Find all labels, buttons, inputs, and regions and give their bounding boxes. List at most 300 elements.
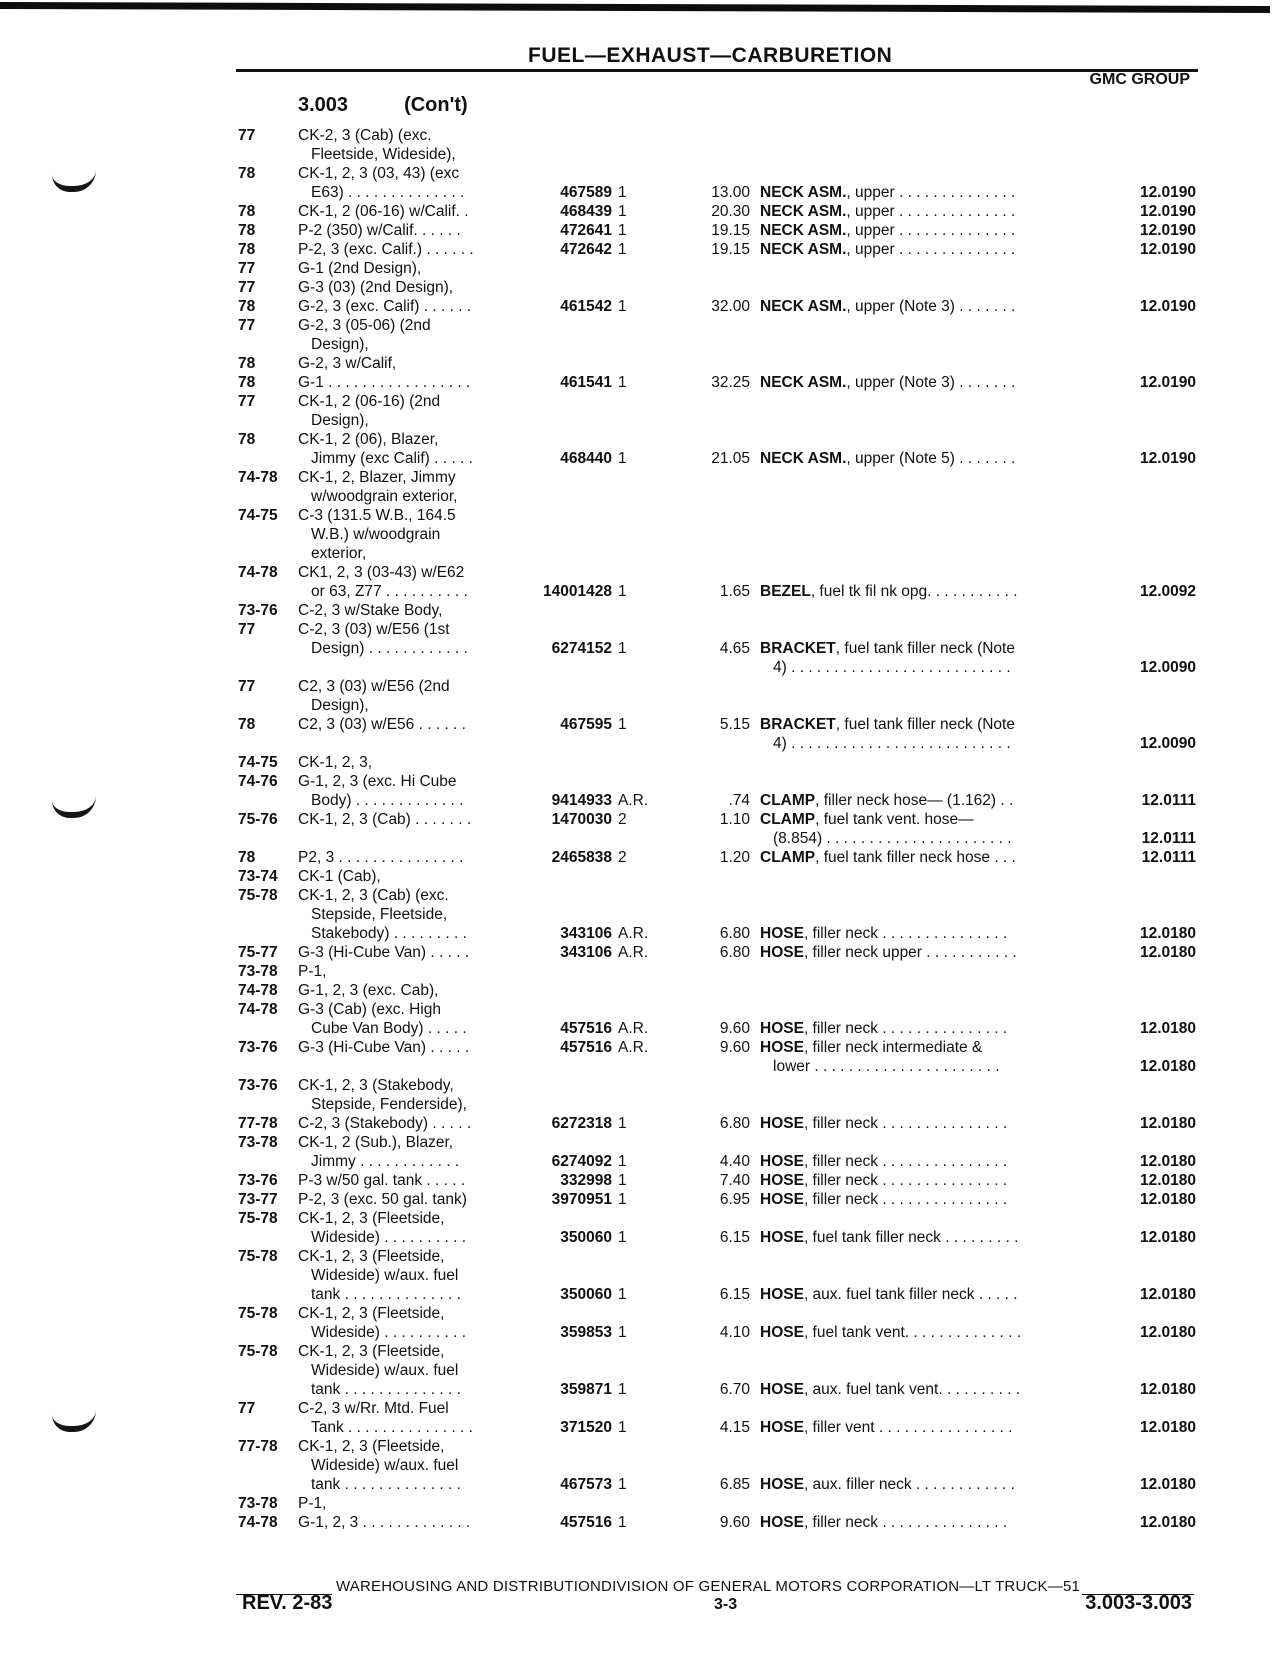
application: Fleetside, Wideside), <box>311 146 456 163</box>
price: 6.80 <box>719 1115 750 1132</box>
part-number: 467573 <box>560 1476 612 1493</box>
part-detail: , upper . . . . . . . . . . . . . . <box>846 241 1016 258</box>
part-number: 472641 <box>560 222 612 239</box>
part-description <box>760 715 1082 734</box>
part-name: CLAMP <box>760 849 816 866</box>
price: 1.65 <box>719 583 750 600</box>
table-row <box>0 240 1284 259</box>
model-year: 77 <box>238 393 256 410</box>
group-number: 12.0090 <box>1139 735 1196 752</box>
table-row <box>0 1399 1284 1418</box>
quantity: A.R. <box>618 1020 649 1037</box>
model-year: 74-78 <box>238 1514 278 1531</box>
model-year: 74-75 <box>238 754 278 771</box>
part-detail: , fuel tank filler neck . . . . . . . . . <box>803 1229 1019 1246</box>
application: G-1 . . . . . . . . . . . . . . . . . <box>298 374 471 391</box>
application: E63) . . . . . . . . . . . . . . <box>311 184 465 201</box>
part-detail: , filler neck . . . . . . . . . . . . . . . <box>803 1172 1008 1189</box>
application: CK-1, 2 (06-16) (2nd <box>298 393 441 410</box>
quantity: 1 <box>618 1229 627 1246</box>
group-number: 12.0180 <box>1139 1153 1196 1170</box>
model-year: 78 <box>238 716 256 733</box>
table-row <box>0 658 1284 677</box>
quantity: 2 <box>618 849 627 866</box>
part-description <box>760 449 1082 468</box>
model-year: 75-76 <box>238 811 278 828</box>
application: CK-1, 2, 3 (03, 43) (exc <box>298 165 460 182</box>
application: G-2, 3 w/Calif, <box>298 355 397 372</box>
model-year: 73-76 <box>238 1172 278 1189</box>
table-row <box>0 962 1284 981</box>
table-row <box>0 810 1284 829</box>
application: G-3 (03) (2nd Design), <box>298 279 454 296</box>
application: G-1, 2, 3 (exc. Hi Cube <box>298 773 457 790</box>
group-number: 12.0180 <box>1139 1381 1196 1398</box>
group-number: 12.0180 <box>1139 1058 1196 1075</box>
model-year: 78 <box>238 355 256 372</box>
part-name: NECK ASM. <box>760 450 847 467</box>
part-description <box>760 1380 1082 1399</box>
table-row <box>0 354 1284 373</box>
part-number: 472642 <box>560 241 612 258</box>
quantity: 1 <box>618 203 627 220</box>
application: Cube Van Body) . . . . . <box>311 1020 467 1037</box>
application: G-2, 3 (exc. Calif) . . . . . . <box>298 298 472 315</box>
price: 6.95 <box>719 1191 750 1208</box>
price: 6.80 <box>719 944 750 961</box>
group-number: 12.0190 <box>1139 241 1196 258</box>
quantity: 1 <box>618 298 627 315</box>
part-number: 350060 <box>560 1229 612 1246</box>
part-detail: , filler neck . . . . . . . . . . . . . . . <box>803 1514 1008 1531</box>
table-row <box>0 411 1284 430</box>
application: G-1, 2, 3 . . . . . . . . . . . . . <box>298 1514 471 1531</box>
price: 32.00 <box>711 298 750 315</box>
part-detail: , filler neck upper . . . . . . . . . . . <box>803 944 1017 961</box>
table-row <box>0 582 1284 601</box>
part-detail: 4) . . . . . . . . . . . . . . . . . . . . . . . . . . <box>773 659 1011 676</box>
part-description <box>760 297 1082 316</box>
part-name: BRACKET <box>760 716 836 733</box>
part-detail: , upper . . . . . . . . . . . . . . <box>846 222 1016 239</box>
table-row <box>0 715 1284 734</box>
part-name: HOSE <box>760 1039 804 1056</box>
table-row <box>0 1114 1284 1133</box>
model-year: 74-78 <box>238 469 278 486</box>
quantity: 1 <box>618 640 627 657</box>
model-year: 77 <box>238 127 256 144</box>
table-row <box>0 620 1284 639</box>
application: Design), <box>311 412 369 429</box>
application: Wideside) w/aux. fuel <box>311 1362 459 1379</box>
application: Design) . . . . . . . . . . . . <box>311 640 468 657</box>
application: CK-1, 2, 3 (Fleetside, <box>298 1438 445 1455</box>
table-row <box>0 601 1284 620</box>
part-description <box>760 639 1082 658</box>
revision-label: REV. 2-83 <box>242 1592 333 1614</box>
part-description <box>760 1190 1082 1209</box>
model-year: 77-78 <box>238 1438 278 1455</box>
application: CK-1, 2, 3 (Fleetside, <box>298 1305 445 1322</box>
part-detail: , aux. filler neck . . . . . . . . . . . . <box>803 1476 1015 1493</box>
application: w/woodgrain exterior, <box>311 488 458 505</box>
table-row <box>0 1456 1284 1475</box>
application: Wideside) w/aux. fuel <box>311 1457 459 1474</box>
part-number: 359871 <box>560 1381 612 1398</box>
price: 19.15 <box>711 222 750 239</box>
price: 5.15 <box>719 716 750 733</box>
part-name: HOSE <box>760 1286 804 1303</box>
part-number: 1470030 <box>551 811 612 828</box>
table-row <box>0 886 1284 905</box>
part-detail: , fuel tank vent. hose— <box>815 811 974 828</box>
table-row <box>0 943 1284 962</box>
part-detail: lower . . . . . . . . . . . . . . . . . . . . . . <box>773 1058 1000 1075</box>
application: Wideside) w/aux. fuel <box>311 1267 459 1284</box>
application: Jimmy . . . . . . . . . . . . <box>311 1153 460 1170</box>
table-row <box>0 468 1284 487</box>
table-row <box>0 1437 1284 1456</box>
application: Wideside) . . . . . . . . . . <box>311 1324 467 1341</box>
part-detail: , upper (Note 3) . . . . . . . <box>846 298 1016 315</box>
part-description <box>760 1038 1082 1057</box>
table-row <box>0 525 1284 544</box>
application: P-2 (350) w/Calif. . . . . . <box>298 222 461 239</box>
part-detail: , upper (Note 5) . . . . . . . <box>846 450 1016 467</box>
model-year: 77 <box>238 279 256 296</box>
part-name: HOSE <box>760 1153 804 1170</box>
model-year: 75-78 <box>238 1248 278 1265</box>
model-year: 77 <box>238 317 256 334</box>
group-number: 12.0180 <box>1139 944 1196 961</box>
price: 6.80 <box>719 925 750 942</box>
part-description <box>760 1152 1082 1171</box>
group-number: 12.0180 <box>1139 1476 1196 1493</box>
part-description <box>760 240 1082 259</box>
table-row <box>0 1171 1284 1190</box>
table-row <box>0 183 1284 202</box>
part-number: 350060 <box>560 1286 612 1303</box>
group-number: 12.0190 <box>1139 203 1196 220</box>
part-name: HOSE <box>760 1172 804 1189</box>
part-name: NECK ASM. <box>760 241 847 258</box>
application: Stepside, Fenderside), <box>311 1096 467 1113</box>
model-year: 78 <box>238 165 256 182</box>
price: 32.25 <box>711 374 750 391</box>
table-row <box>0 1000 1284 1019</box>
part-name: NECK ASM. <box>760 184 847 201</box>
table-row <box>0 791 1284 810</box>
table-row <box>0 1380 1284 1399</box>
quantity: 1 <box>618 1476 627 1493</box>
part-detail: , aux. fuel tank vent. . . . . . . . . . <box>803 1381 1021 1398</box>
quantity: 1 <box>618 1153 627 1170</box>
table-row <box>0 639 1284 658</box>
application: P-2, 3 (exc. Calif.) . . . . . . <box>298 241 474 258</box>
price: 6.15 <box>719 1286 750 1303</box>
table-row <box>0 1038 1284 1057</box>
table-row <box>0 1133 1284 1152</box>
model-year: 74-78 <box>238 564 278 581</box>
page-title: FUEL—EXHAUST—CARBURETION <box>528 44 893 67</box>
application: CK-1, 2 (06-16) w/Calif. . <box>298 203 469 220</box>
model-year: 73-78 <box>238 1495 278 1512</box>
price: 4.65 <box>719 640 750 657</box>
price: 9.60 <box>719 1039 750 1056</box>
table-row <box>0 734 1284 753</box>
part-name: HOSE <box>760 1419 804 1436</box>
application: C-2, 3 w/Rr. Mtd. Fuel <box>298 1400 449 1417</box>
application: exterior, <box>311 545 367 562</box>
model-year: 73-77 <box>238 1191 278 1208</box>
quantity: A.R. <box>618 792 649 809</box>
part-description <box>760 943 1082 962</box>
part-name: NECK ASM. <box>760 374 847 391</box>
part-name: HOSE <box>760 1381 804 1398</box>
application: CK-1 (Cab), <box>298 868 381 885</box>
top-scan-band <box>0 0 1284 14</box>
price: .74 <box>728 792 750 809</box>
table-row <box>0 544 1284 563</box>
model-year: 74-75 <box>238 507 278 524</box>
group-number: 12.0180 <box>1139 1324 1196 1341</box>
model-year: 73-78 <box>238 963 278 980</box>
application: C2, 3 (03) w/E56 (2nd <box>298 678 450 695</box>
part-name: NECK ASM. <box>760 222 847 239</box>
application: G-1 (2nd Design), <box>298 260 422 277</box>
part-number: 332998 <box>560 1172 612 1189</box>
quantity: A.R. <box>618 944 649 961</box>
part-detail: , upper . . . . . . . . . . . . . . <box>846 203 1016 220</box>
table-row <box>0 1152 1284 1171</box>
application: G-1, 2, 3 (exc. Cab), <box>298 982 439 999</box>
price: 20.30 <box>711 203 750 220</box>
part-description <box>773 658 1082 677</box>
application: tank . . . . . . . . . . . . . . <box>311 1286 461 1303</box>
part-detail: , fuel tank filler neck (Note <box>835 640 1015 657</box>
group-number: 12.0190 <box>1139 298 1196 315</box>
footer-text: WAREHOUSING AND DISTRIBUTIONDIVISION OF GENERAL MOTORS CORPORATION—LT TRUCK—51 <box>336 1578 1081 1595</box>
part-detail: , filler vent . . . . . . . . . . . . . . . . <box>803 1419 1013 1436</box>
part-name: HOSE <box>760 1514 804 1531</box>
model-year: 78 <box>238 298 256 315</box>
table-row <box>0 1285 1284 1304</box>
part-number: 461542 <box>560 298 612 315</box>
application: CK-1, 2 (06), Blazer, <box>298 431 439 448</box>
model-year: 78 <box>238 849 256 866</box>
table-row <box>0 259 1284 278</box>
table-row <box>0 1475 1284 1494</box>
model-year: 73-74 <box>238 868 278 885</box>
part-detail: , fuel tank vent. . . . . . . . . . . . . . <box>803 1324 1022 1341</box>
part-name: NECK ASM. <box>760 203 847 220</box>
part-name: CLAMP <box>760 792 816 809</box>
part-description <box>760 1513 1082 1532</box>
table-row <box>0 164 1284 183</box>
table-row <box>0 867 1284 886</box>
application: CK-1, 2, 3 (Cab) . . . . . . . <box>298 811 472 828</box>
part-detail: , filler neck intermediate & <box>803 1039 983 1056</box>
part-detail: , fuel tk fil nk opg. . . . . . . . . . . <box>810 583 1018 600</box>
table-row <box>0 145 1284 164</box>
part-name: HOSE <box>760 1229 804 1246</box>
part-number: 6274152 <box>551 640 612 657</box>
part-name: CLAMP <box>760 811 816 828</box>
price: 4.40 <box>719 1153 750 1170</box>
part-description <box>760 221 1082 240</box>
model-year: 75-78 <box>238 1343 278 1360</box>
model-year: 74-76 <box>238 773 278 790</box>
model-year: 77 <box>238 260 256 277</box>
quantity: 1 <box>618 1172 627 1189</box>
table-row <box>0 1228 1284 1247</box>
part-number: 6274092 <box>551 1153 612 1170</box>
application: P-1, <box>298 963 327 980</box>
part-name: HOSE <box>760 925 804 942</box>
table-row <box>0 1266 1284 1285</box>
table-row <box>0 1323 1284 1342</box>
part-description <box>760 202 1082 221</box>
table-row <box>0 563 1284 582</box>
table-row <box>0 1247 1284 1266</box>
application: Design), <box>311 697 369 714</box>
application: CK1, 2, 3 (03-43) w/E62 <box>298 564 465 581</box>
application: Stepside, Fleetside, <box>311 906 448 923</box>
quantity: 2 <box>618 811 627 828</box>
part-number: 457516 <box>560 1039 612 1056</box>
application: C-2, 3 (03) w/E56 (1st <box>298 621 450 638</box>
part-description <box>760 373 1082 392</box>
quantity: 1 <box>618 241 627 258</box>
price: 9.60 <box>719 1020 750 1037</box>
part-description <box>760 582 1082 601</box>
part-number: 467589 <box>560 184 612 201</box>
application: Wideside) . . . . . . . . . . <box>311 1229 467 1246</box>
application: G-3 (Hi-Cube Van) . . . . . <box>298 944 470 961</box>
application: or 63, Z77 . . . . . . . . . . <box>311 583 468 600</box>
table-row <box>0 1057 1284 1076</box>
table-row <box>0 1418 1284 1437</box>
part-description <box>760 924 1082 943</box>
model-year: 73-76 <box>238 602 278 619</box>
quantity: 1 <box>618 1419 627 1436</box>
price: 9.60 <box>719 1514 750 1531</box>
model-year: 73-78 <box>238 1134 278 1151</box>
part-detail: (8.854) . . . . . . . . . . . . . . . . . . . . . . <box>773 830 1012 847</box>
price: 4.10 <box>719 1324 750 1341</box>
table-row <box>0 1095 1284 1114</box>
table-row <box>0 772 1284 791</box>
application: P-3 w/50 gal. tank . . . . . <box>298 1172 466 1189</box>
quantity: 1 <box>618 1381 627 1398</box>
quantity: 1 <box>618 583 627 600</box>
table-row <box>0 1304 1284 1323</box>
group-number: 12.0190 <box>1139 184 1196 201</box>
table-row <box>0 1361 1284 1380</box>
application: C-2, 3 w/Stake Body, <box>298 602 443 619</box>
application: Body) . . . . . . . . . . . . . <box>311 792 464 809</box>
application: Jimmy (exc Calif) . . . . . <box>311 450 473 467</box>
part-description <box>760 1475 1082 1494</box>
group-number: 12.0180 <box>1139 925 1196 942</box>
part-detail: , filler neck . . . . . . . . . . . . . . . <box>803 1115 1008 1132</box>
quantity: 1 <box>618 1514 627 1531</box>
model-year: 75-78 <box>238 887 278 904</box>
group-number: 12.0111 <box>1141 849 1196 866</box>
application: Design), <box>311 336 369 353</box>
table-row <box>0 373 1284 392</box>
table-row <box>0 430 1284 449</box>
part-detail: , fuel tank filler neck hose . . . <box>815 849 1016 866</box>
part-detail: , fuel tank filler neck (Note <box>835 716 1015 733</box>
part-description <box>760 848 1082 867</box>
application: G-3 (Hi-Cube Van) . . . . . <box>298 1039 470 1056</box>
model-year: 78 <box>238 431 256 448</box>
part-name: HOSE <box>760 1115 804 1132</box>
table-row <box>0 1209 1284 1228</box>
table-row <box>0 1190 1284 1209</box>
table-row <box>0 506 1284 525</box>
table-row <box>0 1513 1284 1532</box>
model-year: 74-78 <box>238 1001 278 1018</box>
model-year: 75-78 <box>238 1210 278 1227</box>
model-year: 78 <box>238 374 256 391</box>
application: C-2, 3 (Stakebody) . . . . . <box>298 1115 472 1132</box>
table-row <box>0 1342 1284 1361</box>
part-description <box>760 810 1082 829</box>
table-row <box>0 392 1284 411</box>
application: Tank . . . . . . . . . . . . . . . <box>311 1419 473 1436</box>
section-continued: (Con't) <box>404 94 468 116</box>
group-number: 12.0180 <box>1139 1514 1196 1531</box>
application: P2, 3 . . . . . . . . . . . . . . . <box>298 849 464 866</box>
price: 6.70 <box>719 1381 750 1398</box>
section-range: 3.003-3.003 <box>1085 1592 1192 1614</box>
part-description <box>760 1114 1082 1133</box>
model-year: 78 <box>238 222 256 239</box>
application: CK-2, 3 (Cab) (exc. <box>298 127 432 144</box>
table-row <box>0 278 1284 297</box>
part-number: 468439 <box>560 203 612 220</box>
part-name: HOSE <box>760 1476 804 1493</box>
application: CK-1, 2, 3 (Fleetside, <box>298 1343 445 1360</box>
part-detail: 4) . . . . . . . . . . . . . . . . . . . . . . . . . . <box>773 735 1011 752</box>
part-number: 343106 <box>560 925 612 942</box>
quantity: 1 <box>618 184 627 201</box>
application: Stakebody) . . . . . . . . . <box>311 925 467 942</box>
part-number: 343106 <box>560 944 612 961</box>
group-number: 12.0092 <box>1139 583 1196 600</box>
application: CK-1, 2, 3 (Stakebody, <box>298 1077 454 1094</box>
group-number: 12.0111 <box>1141 792 1196 809</box>
model-year: 78 <box>238 203 256 220</box>
quantity: 1 <box>618 450 627 467</box>
part-name: HOSE <box>760 1324 804 1341</box>
model-year: 75-78 <box>238 1305 278 1322</box>
quantity: 1 <box>618 1286 627 1303</box>
group-number: 12.0180 <box>1139 1020 1196 1037</box>
table-row <box>0 449 1284 468</box>
part-number: 468440 <box>560 450 612 467</box>
application: P-1, <box>298 1495 327 1512</box>
part-detail: , aux. fuel tank filler neck . . . . . <box>803 1286 1018 1303</box>
page-number: 3-3 <box>714 1596 738 1613</box>
parts-table <box>0 126 1284 1532</box>
table-row <box>0 297 1284 316</box>
table-row <box>0 487 1284 506</box>
part-name: HOSE <box>760 944 804 961</box>
table-row <box>0 696 1284 715</box>
